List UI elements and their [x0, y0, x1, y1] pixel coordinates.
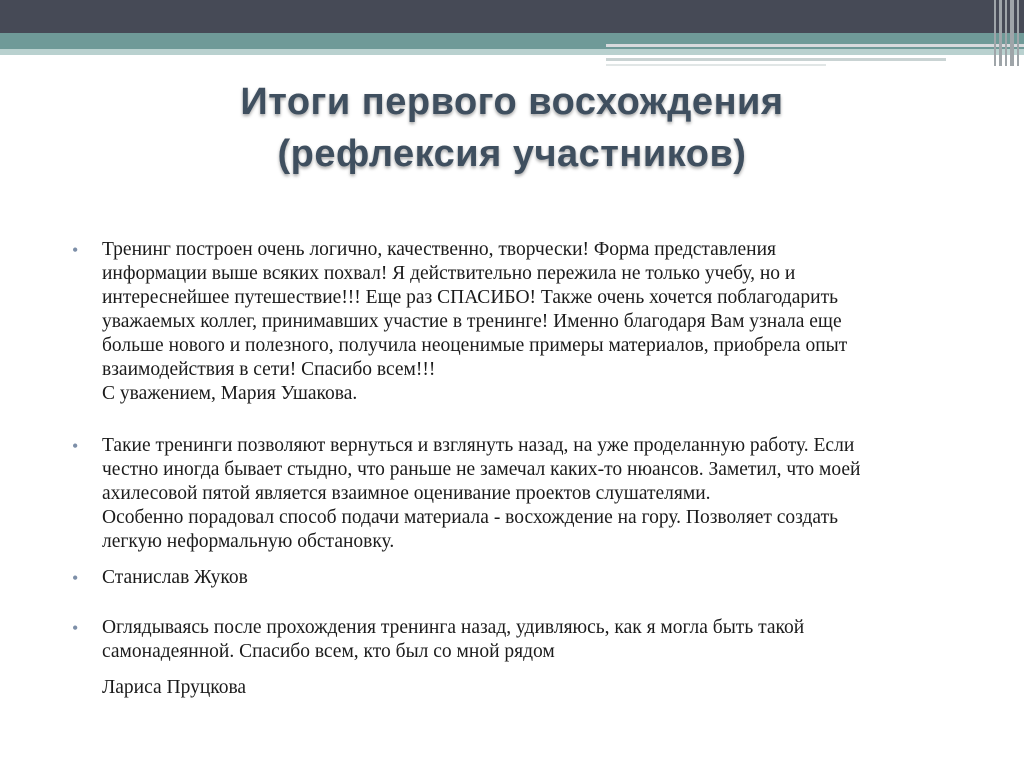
header-dark-bar: [0, 0, 1024, 33]
header-accent-line: [606, 58, 946, 61]
header-accent-line: [606, 44, 1024, 47]
text-line: С уважением, Мария Ушакова.: [102, 383, 358, 404]
slide-title-line: Итоги первого восхождения: [240, 81, 784, 123]
text-line: Такие тренинги позволяют вернуться и взглянуть назад, на уже проделанную работу. Если: [102, 435, 855, 456]
slide-content: [72, 238, 972, 700]
bullet-icon: •: [72, 568, 79, 588]
bullet-item: [72, 434, 972, 554]
text-line: взаимодействия в сети! Спасибо всем!!!: [102, 359, 436, 380]
bullet-item: [72, 616, 972, 664]
text-line: Станислав Жуков: [102, 567, 248, 588]
text-line: интереснейшее путешествие!!! Еще раз СПАСИБО! Также очень хочется поблагодарить: [102, 287, 838, 308]
header-light-bar: [0, 49, 1024, 55]
text-line: Тренинг построен очень логично, качественно, творчески! Форма представления: [102, 239, 776, 260]
text-line: легкую неформальную обстановку.: [102, 531, 395, 552]
bullet-item: [72, 566, 972, 590]
bullet-item: [72, 238, 972, 406]
slide-title: [0, 76, 1024, 180]
text-line: больше нового и полезного, получила неоценимые примеры материалов, приобрела опыт: [102, 335, 848, 356]
text-line: Особенно порадовал способ подачи материала - восхождение на гору. Позволяет создать: [102, 507, 838, 528]
bullet-icon: •: [72, 436, 79, 456]
text-line: самонадеянной. Спасибо всем, кто был со мной рядом: [102, 641, 555, 662]
signature-text: Лариса Пруцкова: [102, 677, 247, 698]
signature-line: [72, 676, 972, 700]
text-line: информации выше всяких похвал! Я действительно пережила не только учебу, но и: [102, 263, 796, 284]
text-line: ахилесовой пятой является взаимное оценивание проектов слушателями.: [102, 483, 711, 504]
text-line: честно иногда бывает стыдно, что раньше не замечал каких-то нюансов. Заметил, что моей: [102, 459, 861, 480]
text-line: уважаемых коллег, принимавших участие в тренинге! Именно благодаря Вам узнала еще: [102, 311, 842, 332]
bullet-icon: •: [72, 240, 79, 260]
text-line: Оглядываясь после прохождения тренинга назад, удивляюсь, как я могла быть такой: [102, 617, 805, 638]
bullet-icon: •: [72, 618, 79, 638]
header-accent-line: [606, 64, 826, 66]
slide-title-line: (рефлексия участников): [277, 133, 747, 175]
header-stripes-decoration: [992, 0, 1024, 66]
